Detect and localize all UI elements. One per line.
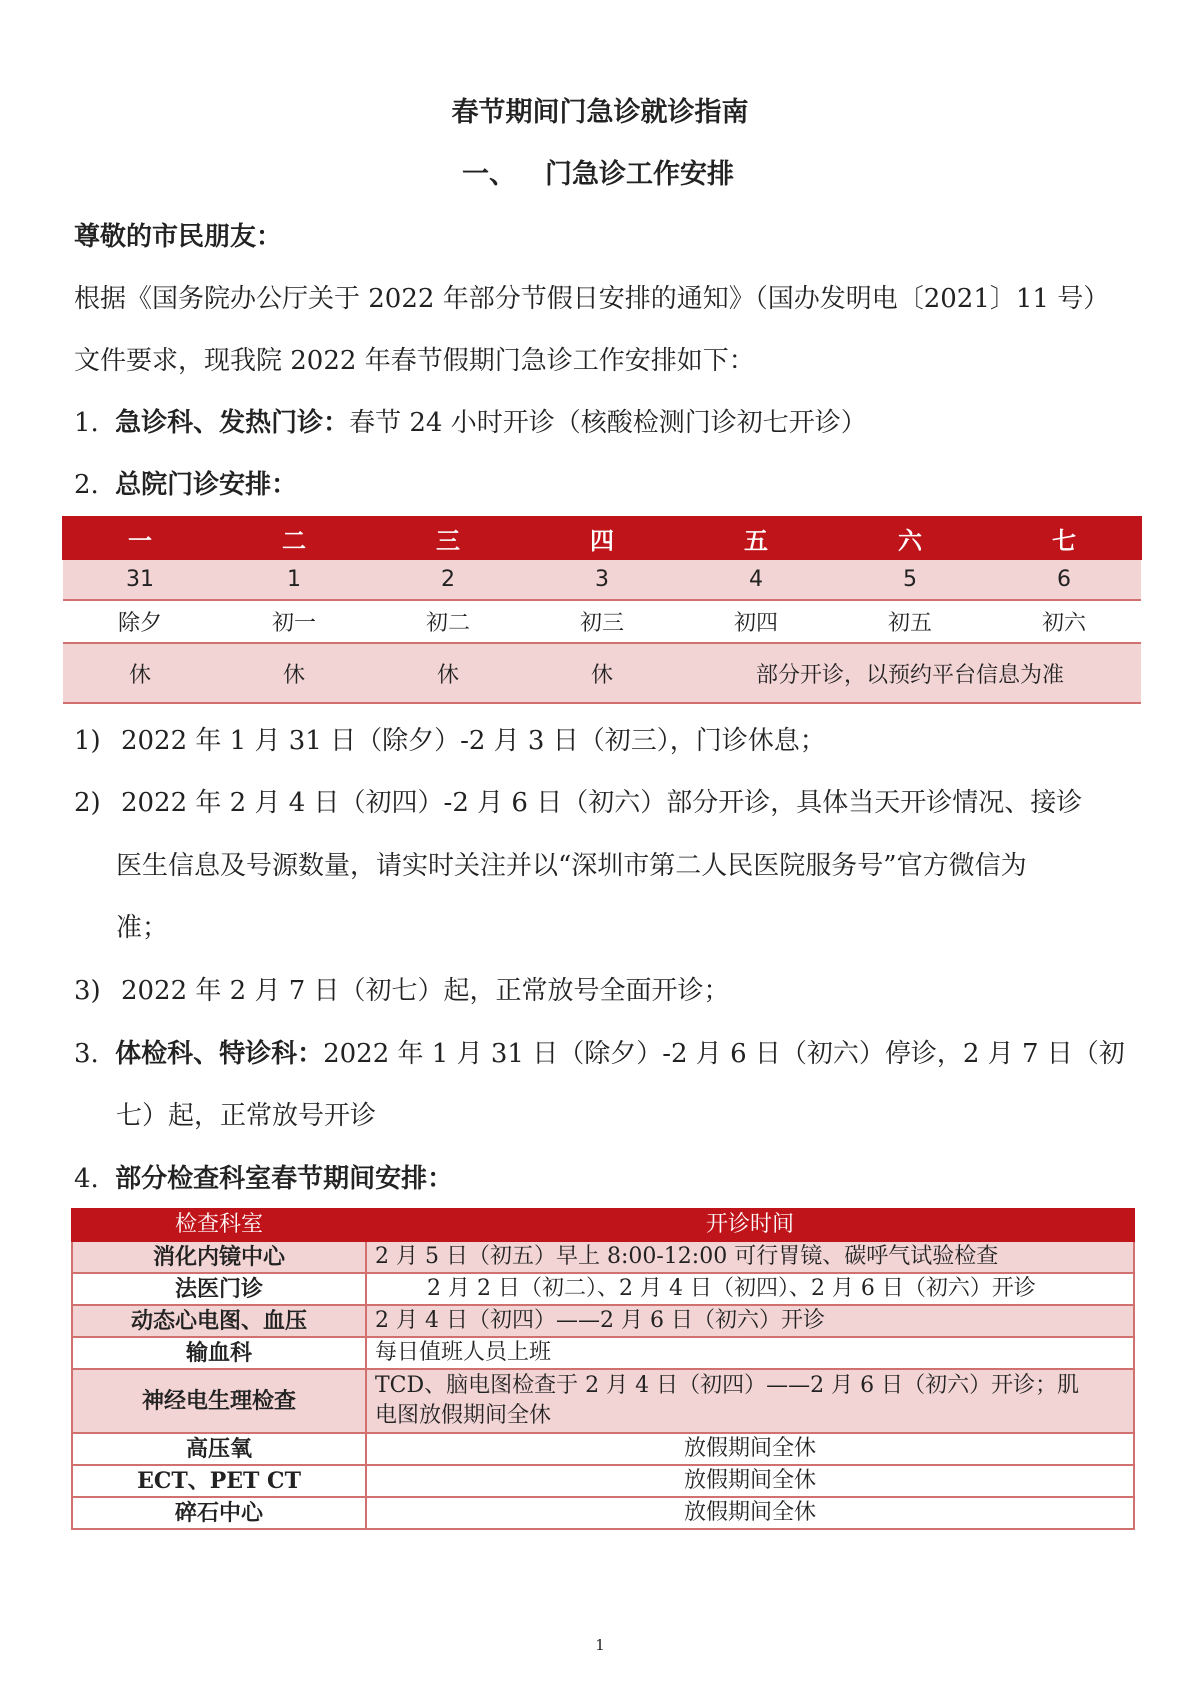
calendar-date-row bbox=[63, 559, 1141, 600]
weekday-cell: 五 bbox=[679, 517, 833, 559]
time-cell: 2 月 5 日（初五）早上 8:00-12:00 可行胃镜、碳呼气试验检查 bbox=[366, 1241, 1134, 1273]
weekday-cell: 四 bbox=[525, 517, 679, 559]
weekday-cell: 七 bbox=[987, 517, 1141, 559]
item-3 bbox=[74, 1033, 1125, 1070]
time-line: 电图放假期间全休 bbox=[375, 1403, 552, 1428]
item-3-number: 3. bbox=[74, 1039, 99, 1069]
section-number: 一、 bbox=[462, 159, 516, 190]
table-row bbox=[72, 1497, 1134, 1529]
note-text: 2022 年 1 月 31 日（除夕）-2 月 3 日（初三），门诊休息； bbox=[120, 726, 826, 756]
status-cell: 休 bbox=[63, 643, 217, 703]
lunar-cell: 初三 bbox=[525, 600, 679, 643]
date-cell: 31 bbox=[63, 559, 217, 600]
header-time: 开诊时间 bbox=[366, 1209, 1134, 1241]
department-schedule-table bbox=[71, 1208, 1135, 1530]
lunar-cell: 初四 bbox=[679, 600, 833, 643]
time-cell: 放假期间全休 bbox=[366, 1497, 1134, 1529]
dept-cell: ECT、PET CT bbox=[72, 1465, 366, 1497]
note-2-line-2: 医生信息及号源数量，请实时关注并以“深圳市第二人民医院服务号”官方微信为 bbox=[116, 851, 1027, 881]
note-2 bbox=[74, 782, 1082, 819]
header-dept: 检查科室 bbox=[72, 1209, 366, 1241]
weekday-cell: 六 bbox=[833, 517, 987, 559]
note-2-line-3: 准； bbox=[116, 913, 169, 943]
item-4 bbox=[74, 1158, 453, 1195]
time-cell: 放假期间全休 bbox=[366, 1465, 1134, 1497]
time-cell: 2 月 4 日（初四）——2 月 6 日（初六）开诊 bbox=[366, 1305, 1134, 1337]
item-1-number: 1. bbox=[74, 408, 99, 438]
dept-cell: 碎石中心 bbox=[72, 1497, 366, 1529]
table-row bbox=[72, 1337, 1134, 1369]
note-text: 2022 年 2 月 7 日（初七）起，正常放号全面开诊； bbox=[120, 976, 730, 1006]
note-number: 3) bbox=[74, 976, 101, 1006]
outpatient-calendar-table bbox=[62, 516, 1142, 704]
item-1 bbox=[74, 402, 867, 439]
note-1 bbox=[74, 720, 826, 757]
status-cell: 休 bbox=[525, 643, 679, 703]
dept-table-header bbox=[72, 1209, 1134, 1241]
date-cell: 2 bbox=[371, 559, 525, 600]
lunar-cell: 除夕 bbox=[63, 600, 217, 643]
status-cell: 休 bbox=[371, 643, 525, 703]
note-number: 1) bbox=[74, 726, 101, 756]
date-cell: 1 bbox=[217, 559, 371, 600]
item-3-label: 体检科、特诊科： bbox=[115, 1039, 324, 1069]
time-cell: 2 月 2 日（初二）、2 月 4 日（初四）、2 月 6 日（初六）开诊 bbox=[366, 1273, 1134, 1305]
calendar-lunar-row bbox=[63, 600, 1141, 643]
status-cell: 休 bbox=[217, 643, 371, 703]
dept-cell: 动态心电图、血压 bbox=[72, 1305, 366, 1337]
table-row bbox=[72, 1273, 1134, 1305]
status-open-cell: 部分开诊，以预约平台信息为准 bbox=[679, 643, 1141, 703]
time-cell bbox=[366, 1369, 1134, 1433]
table-row bbox=[72, 1465, 1134, 1497]
greeting: 尊敬的市民朋友： bbox=[74, 222, 283, 252]
page-number: 1 bbox=[595, 1636, 605, 1654]
intro-line-2: 文件要求，现我院 2022 年春节假期门急诊工作安排如下： bbox=[74, 346, 755, 376]
dept-cell: 高压氧 bbox=[72, 1433, 366, 1465]
weekday-cell: 二 bbox=[217, 517, 371, 559]
weekday-cell: 一 bbox=[63, 517, 217, 559]
calendar-weekday-row bbox=[63, 517, 1141, 559]
page-title: 春节期间门急诊就诊指南 bbox=[451, 97, 749, 128]
date-cell: 3 bbox=[525, 559, 679, 600]
table-row bbox=[72, 1241, 1134, 1273]
item-4-label: 部分检查科室春节期间安排： bbox=[115, 1164, 454, 1194]
item-3-text-line-2: 七）起，正常放号开诊 bbox=[116, 1101, 377, 1131]
item-2 bbox=[74, 464, 297, 501]
table-row bbox=[72, 1305, 1134, 1337]
date-cell: 4 bbox=[679, 559, 833, 600]
item-2-number: 2. bbox=[74, 470, 99, 500]
item-3-text: 2022 年 1 月 31 日（除夕）-2 月 6 日（初六）停诊，2 月 7 日（初 bbox=[323, 1039, 1125, 1069]
lunar-cell: 初五 bbox=[833, 600, 987, 643]
note-3 bbox=[74, 970, 730, 1007]
item-2-label: 总院门诊安排： bbox=[115, 470, 298, 500]
time-cell: 放假期间全休 bbox=[366, 1433, 1134, 1465]
note-number: 2) bbox=[74, 788, 101, 818]
dept-cell: 输血科 bbox=[72, 1337, 366, 1369]
item-1-label: 急诊科、发热门诊： bbox=[115, 408, 350, 438]
weekday-cell: 三 bbox=[371, 517, 525, 559]
table-row bbox=[72, 1433, 1134, 1465]
lunar-cell: 初六 bbox=[987, 600, 1141, 643]
note-text: 2022 年 2 月 4 日（初四）-2 月 6 日（初六）部分开诊，具体当天开诊情况、接诊 bbox=[120, 788, 1083, 818]
item-1-text: 春节 24 小时开诊（核酸检测门诊初七开诊） bbox=[349, 408, 867, 438]
time-cell: 每日值班人员上班 bbox=[366, 1337, 1134, 1369]
dept-cell: 消化内镜中心 bbox=[72, 1241, 366, 1273]
dept-cell: 神经电生理检查 bbox=[72, 1369, 366, 1433]
dept-cell: 法医门诊 bbox=[72, 1273, 366, 1305]
table-row bbox=[72, 1369, 1134, 1433]
lunar-cell: 初二 bbox=[371, 600, 525, 643]
time-line: TCD、脑电图检查于 2 月 4 日（初四）——2 月 6 日（初六）开诊；肌 bbox=[375, 1373, 1080, 1398]
lunar-cell: 初一 bbox=[217, 600, 371, 643]
calendar-status-row bbox=[63, 643, 1141, 703]
date-cell: 6 bbox=[987, 559, 1141, 600]
date-cell: 5 bbox=[833, 559, 987, 600]
item-4-number: 4. bbox=[74, 1164, 99, 1194]
intro-line-1: 根据《国务院办公厅关于 2022 年部分节假日安排的通知》（国办发明电〔2021〕11 号） bbox=[74, 284, 1110, 314]
section-title: 门急诊工作安排 bbox=[545, 159, 734, 190]
